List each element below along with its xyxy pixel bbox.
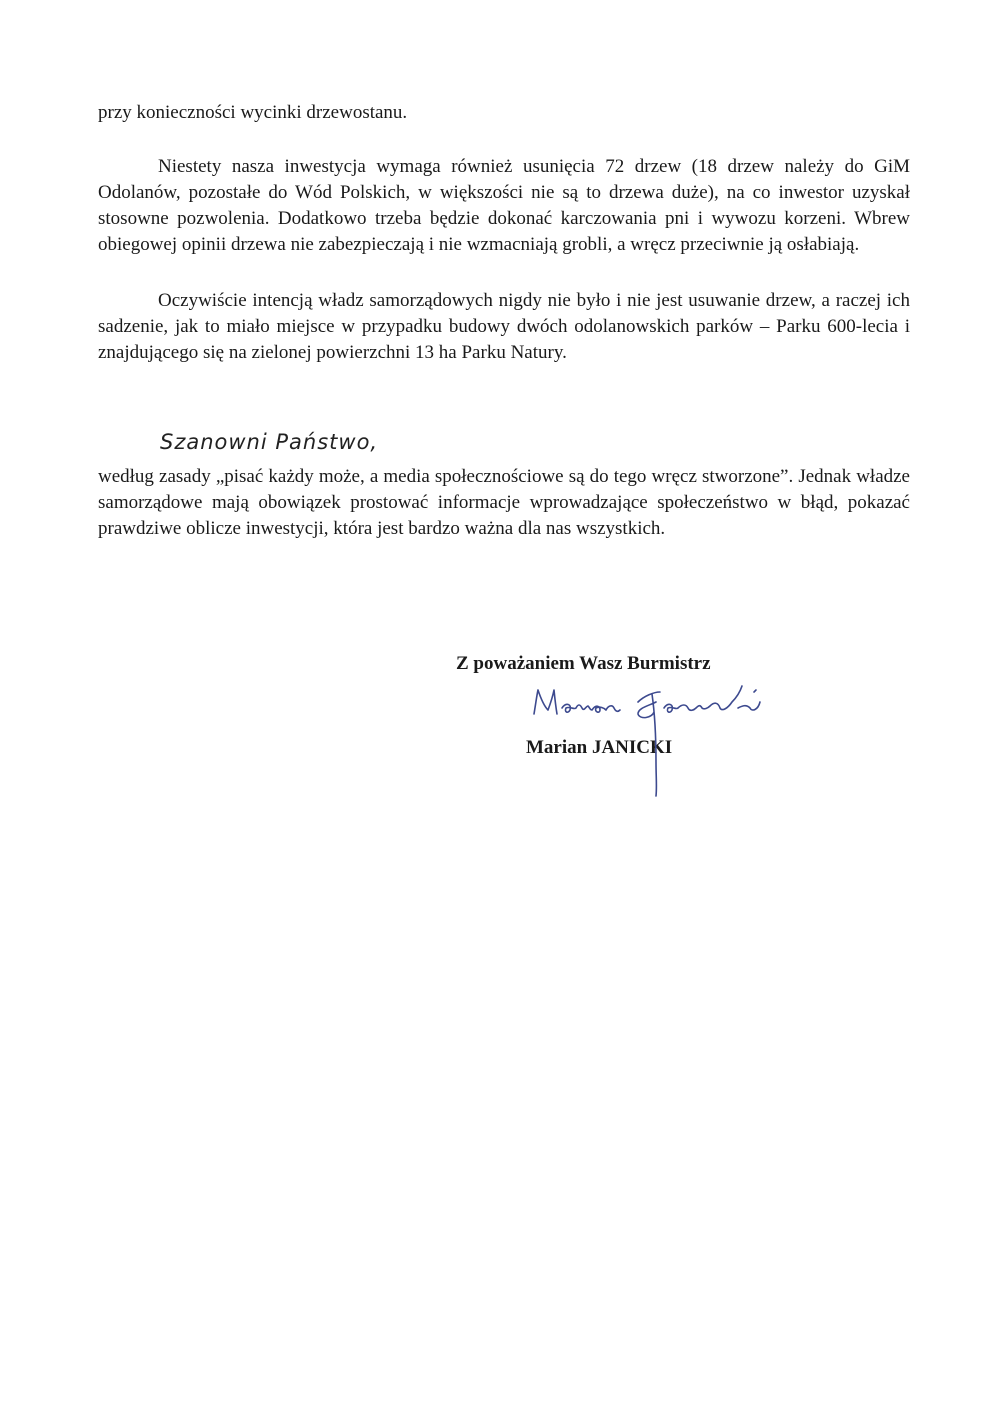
paragraph-tree-removal: Niestety nasza inwestycja wymaga również usunięcia 72 drzew (18 drzew należy do GiM Odolanów, pozostałe do Wód Polskich, w większości nie są to drzewa duże), na co inwestor uzyskał stosowne pozwolenia. Dodatkowo trzeba będzie dokonać karczowania pni i wywozu korzeni. Wbrew obiegowej opinii drzewa nie zabezpieczają i nie wzmacniają grobli, a wręcz przeciwnie ją osłabiają. xyxy=(98,156,910,255)
paragraph-intention: Oczywiście intencją władz samorządowych nigdy nie było i nie jest usuwanie drzew, a raczej ich sadzenie, jak to miało miejsce w przypadku budowy dwóch odolanowskich parków – Parku 600-lecia i znajdującego się na zielonej powierzchni 13 ha Parku Natury. xyxy=(98,290,910,363)
signature-regards: Z poważaniem Wasz Burmistrz xyxy=(456,653,711,674)
salutation: Szanowni Państwo, xyxy=(160,430,379,454)
paragraph-continuation: przy konieczności wycinki drzewostanu. xyxy=(98,102,408,123)
handwritten-signature xyxy=(520,662,780,802)
signature-printed-name: Marian JANICKI xyxy=(526,737,673,758)
paragraph-closing: według zasady „pisać każdy może, a media społecznościowe są do tego wręcz stworzone”. Jednak władze samorządowe mają obowiązek prostować informacje wprowadzające społeczeństwo w błąd, pokazać prawdziwe oblicze inwestycji, która jest bardzo ważna dla nas wszystkich. xyxy=(98,466,910,539)
